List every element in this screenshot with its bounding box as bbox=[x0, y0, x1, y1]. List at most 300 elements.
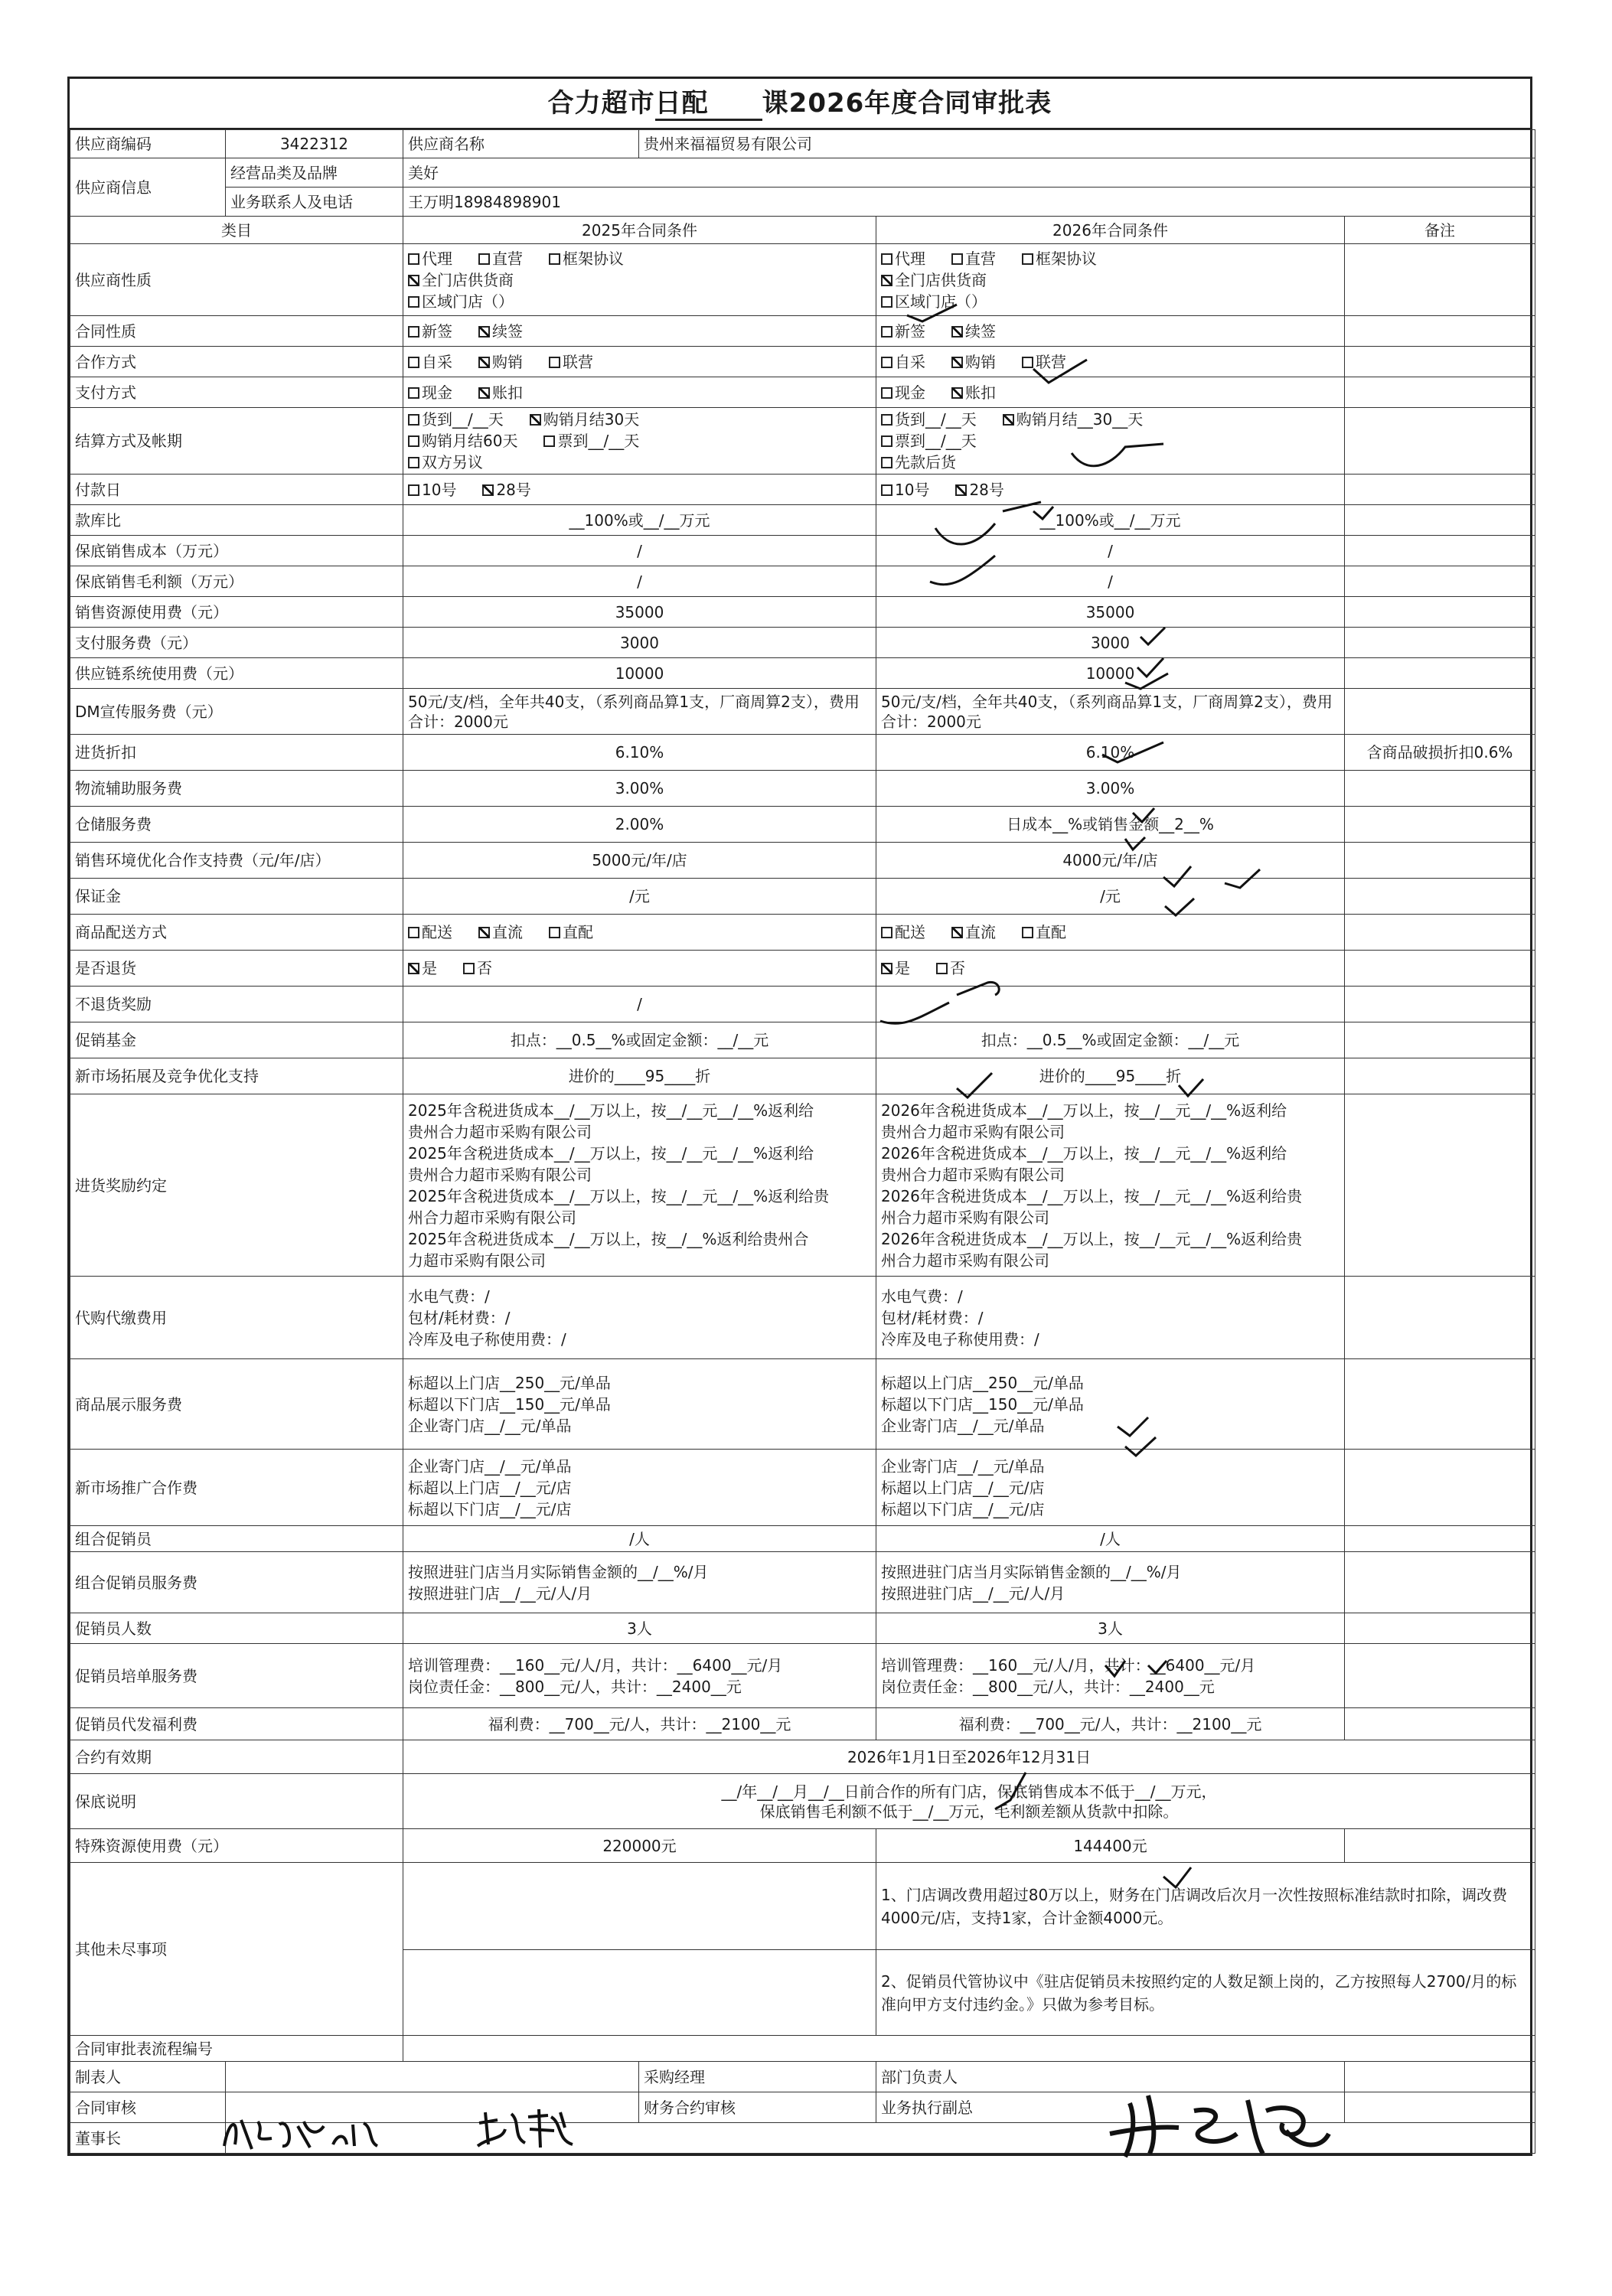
note-supply_chain bbox=[1345, 658, 1535, 689]
cell-combo_staff-2026: /人 bbox=[876, 1526, 1345, 1552]
cell-ad-2025 bbox=[403, 1450, 876, 1526]
cell-welfare-2026: 福利费：__700__元/人，共计：__2100__元 bbox=[876, 1708, 1345, 1740]
checkbox[interactable] bbox=[549, 357, 560, 368]
maker-sign-text bbox=[230, 2068, 325, 2086]
table-row bbox=[70, 2092, 1535, 2123]
checkbox[interactable] bbox=[408, 253, 419, 265]
checkbox[interactable] bbox=[549, 927, 560, 938]
maker-label: 制表人 bbox=[70, 2062, 226, 2092]
checkbox[interactable] bbox=[478, 357, 490, 368]
cell-contract-2025 bbox=[403, 316, 876, 347]
cell-proxy_fee-2025 bbox=[403, 1277, 876, 1359]
dept-head-label: 部门负责人 bbox=[876, 2062, 1345, 2092]
cell-supply_chain-2026: 10000 bbox=[876, 658, 1345, 689]
option-settle-y2025-0-0[interactable]: 货到__/__天 bbox=[408, 410, 504, 429]
other-note-2: 2、促销员代管协议中《驻店促销员未按照约定的人数足额上岗的，乙方按照每人2700/月的标准向甲方支付违约金。》只做为参考目标。 bbox=[876, 1950, 1535, 2036]
checkbox[interactable] bbox=[881, 296, 892, 308]
option-settle-y2025-2-0[interactable]: 双方另议 bbox=[408, 453, 483, 471]
table-row bbox=[70, 130, 1535, 158]
checkbox[interactable] bbox=[881, 275, 892, 286]
cell-display-2026 bbox=[876, 1359, 1345, 1450]
note-delivery bbox=[1345, 915, 1535, 951]
row-label-settle: 结算方式及帐期 bbox=[70, 408, 403, 475]
cell-payday-2025 bbox=[403, 475, 876, 505]
option-nature-y2026-0-2[interactable]: 框架协议 bbox=[1022, 249, 1097, 268]
cell-combo_fee-2026 bbox=[876, 1552, 1345, 1613]
dept-head-sign-text bbox=[1349, 2068, 1380, 2086]
cell-ad-2026 bbox=[876, 1450, 1345, 1526]
table-row bbox=[70, 505, 1535, 536]
other-2025-2 bbox=[403, 1950, 876, 2036]
checkbox[interactable] bbox=[1003, 414, 1014, 426]
row-label-noreturn: 不退货奖励 bbox=[70, 987, 403, 1022]
checkbox[interactable] bbox=[408, 275, 419, 286]
text-line: 水电气费：/ bbox=[408, 1287, 490, 1306]
cell-min_cost-2026: / bbox=[876, 536, 1345, 566]
table-row bbox=[70, 1708, 1535, 1740]
checkbox[interactable] bbox=[936, 963, 948, 974]
table-row bbox=[70, 2062, 1535, 2092]
cell-sales_res-2025: 35000 bbox=[403, 597, 876, 628]
row-label-deposit: 保证金 bbox=[70, 879, 403, 915]
review-sign-area bbox=[226, 2092, 639, 2123]
option-settle-y2025-1-0[interactable]: 购销月结60天 bbox=[408, 432, 517, 450]
note-sales_res bbox=[1345, 597, 1535, 628]
option-nature-y2025-0-2[interactable]: 框架协议 bbox=[549, 249, 624, 268]
note-ratio bbox=[1345, 505, 1535, 536]
finance-label: 财务合约审核 bbox=[639, 2092, 876, 2123]
checkbox[interactable] bbox=[951, 357, 963, 368]
cell-rebate-2025 bbox=[403, 1094, 876, 1277]
option-pay-y2026-0-0[interactable]: 现金 bbox=[881, 383, 925, 402]
note-proxy_fee bbox=[1345, 1277, 1535, 1359]
checkbox[interactable] bbox=[408, 414, 419, 426]
table-row bbox=[70, 771, 1535, 807]
row-label-combo_staff: 组合促销员 bbox=[70, 1526, 403, 1552]
table-row bbox=[70, 1829, 1535, 1863]
checkbox[interactable] bbox=[881, 253, 892, 265]
cell-training-2025 bbox=[403, 1644, 876, 1708]
row-label-ratio: 款库比 bbox=[70, 505, 403, 536]
supplier-code: 3422312 bbox=[226, 130, 403, 158]
checkbox[interactable] bbox=[881, 484, 892, 496]
checkbox[interactable] bbox=[478, 326, 490, 338]
row-label-guarantee: 保底说明 bbox=[70, 1774, 403, 1829]
table-row bbox=[70, 347, 1535, 377]
option-contract-y2026-0-1[interactable]: 续签 bbox=[951, 322, 996, 341]
option-nature-y2026-2-0[interactable]: 区域门店（） bbox=[881, 292, 987, 311]
note-payday bbox=[1345, 475, 1535, 505]
note-storage bbox=[1345, 807, 1535, 843]
table-row bbox=[70, 951, 1535, 987]
option-coop-y2025-0-2[interactable]: 联营 bbox=[549, 353, 593, 371]
cell-logistics-2025: 3.00% bbox=[403, 771, 876, 807]
text-line: 2025年含税进货成本__/__万以上，按__/__元__/__%返利给 bbox=[408, 1143, 814, 1163]
purchase-mgr-cell bbox=[639, 2062, 876, 2092]
note-training bbox=[1345, 1644, 1535, 1708]
text-line: 岗位责任金：__800__元/人，共计：__2400__元 bbox=[408, 1677, 742, 1696]
text-line: 标超以上门店__250__元/单品 bbox=[881, 1373, 1084, 1392]
row-label-pay: 支付方式 bbox=[70, 377, 403, 408]
checkbox[interactable] bbox=[408, 357, 419, 368]
checkbox[interactable] bbox=[881, 414, 892, 426]
header-2025: 2025年合同条件 bbox=[403, 217, 876, 244]
row-label-payday: 付款日 bbox=[70, 475, 403, 505]
cell-proxy_fee-2026 bbox=[876, 1277, 1345, 1359]
supplier-name: 贵州来福福贸易有限公司 bbox=[639, 130, 1535, 158]
text-line: 标超以下门店__/__元/店 bbox=[408, 1499, 572, 1518]
option-payday-y2025-0-1[interactable]: 28号 bbox=[482, 481, 530, 499]
option-pay-y2025-0-1[interactable]: 账扣 bbox=[478, 383, 523, 402]
row-label-logistics: 物流辅助服务费 bbox=[70, 771, 403, 807]
cell-coop-2025 bbox=[403, 347, 876, 377]
cell-sales_res-2026: 35000 bbox=[876, 597, 1345, 628]
text-line: 水电气费：/ bbox=[881, 1287, 963, 1306]
cell-env-2026: 4000元/年/店 bbox=[876, 843, 1345, 879]
row-label-delivery: 商品配送方式 bbox=[70, 915, 403, 951]
checkbox[interactable] bbox=[463, 963, 475, 974]
text-line: 培训管理费：__160__元/人/月，共计：__6400__元/月 bbox=[881, 1655, 1256, 1675]
supplier-code-label: 供应商编码 bbox=[70, 130, 226, 158]
checkbox[interactable] bbox=[1022, 253, 1033, 265]
review-label: 合同审核 bbox=[70, 2092, 226, 2123]
row-label-display: 商品展示服务费 bbox=[70, 1359, 403, 1450]
table-row bbox=[70, 735, 1535, 771]
option-contract-y2026-0-0[interactable]: 新签 bbox=[881, 322, 925, 341]
note-contract bbox=[1345, 316, 1535, 347]
table-row bbox=[70, 628, 1535, 658]
option-payday-y2025-0-0[interactable]: 10号 bbox=[408, 481, 456, 499]
checkbox[interactable] bbox=[1022, 927, 1033, 938]
chairman-label: 董事长 bbox=[70, 2123, 226, 2154]
cell-contract-2026 bbox=[876, 316, 1345, 347]
row-label-promo_fund: 促销基金 bbox=[70, 1022, 403, 1058]
option-pay-y2025-0-0[interactable]: 现金 bbox=[408, 383, 452, 402]
text-line: 州合力超市采购有限公司 bbox=[881, 1251, 1049, 1270]
checkbox[interactable] bbox=[530, 414, 541, 426]
checkbox[interactable] bbox=[408, 296, 419, 308]
option-coop-y2025-0-1[interactable]: 购销 bbox=[478, 353, 523, 371]
cell-min_margin-2026: / bbox=[876, 566, 1345, 597]
cell-pay_service-2026: 3000 bbox=[876, 628, 1345, 658]
dept-head-sign-area bbox=[1345, 2062, 1535, 2092]
note-special bbox=[1345, 1829, 1535, 1863]
table-row bbox=[70, 408, 1535, 475]
cell-new_market-2025: 进价的____95____折 bbox=[403, 1058, 876, 1094]
row-label-staff_count: 促销员人数 bbox=[70, 1613, 403, 1644]
chairman-sign-area bbox=[226, 2123, 1535, 2154]
option-nature-y2026-0-0[interactable]: 代理 bbox=[881, 249, 925, 268]
option-settle-y2026-1-0[interactable]: 票到__/__天 bbox=[881, 432, 977, 450]
note-pay_service bbox=[1345, 628, 1535, 658]
row-label-other: 其他未尽事项 bbox=[70, 1863, 403, 2036]
table-row bbox=[70, 158, 1535, 188]
option-contract-y2025-0-1[interactable]: 续签 bbox=[478, 322, 523, 341]
checkbox[interactable] bbox=[408, 927, 419, 938]
note-min_margin bbox=[1345, 566, 1535, 597]
table-row bbox=[70, 244, 1535, 316]
cell-discount-2025: 6.10% bbox=[403, 735, 876, 771]
cell-storage-2025: 2.00% bbox=[403, 807, 876, 843]
option-delivery-y2026-0-1[interactable]: 直流 bbox=[951, 923, 996, 941]
validity-value: 2026年1月1日至2026年12月31日 bbox=[403, 1740, 1535, 1774]
text-line: 贵州合力超市采购有限公司 bbox=[881, 1122, 1065, 1141]
cell-env-2025: 5000元/年/店 bbox=[403, 843, 876, 879]
row-label-storage: 仓储服务费 bbox=[70, 807, 403, 843]
cell-settle-2026 bbox=[876, 408, 1345, 475]
checkbox[interactable] bbox=[881, 963, 892, 974]
checkbox[interactable] bbox=[408, 326, 419, 338]
table-row bbox=[70, 1022, 1535, 1058]
option-return-y2025-0-1[interactable]: 否 bbox=[463, 959, 492, 977]
checkbox[interactable] bbox=[408, 484, 419, 496]
note-pay bbox=[1345, 377, 1535, 408]
note-env bbox=[1345, 843, 1535, 879]
checkbox[interactable] bbox=[408, 963, 419, 974]
row-label-special: 特殊资源使用费（元） bbox=[70, 1829, 403, 1863]
checkbox[interactable] bbox=[408, 457, 419, 468]
note-nature bbox=[1345, 244, 1535, 316]
text-line: 企业寄门店__/__元/单品 bbox=[881, 1416, 1045, 1435]
cell-combo_fee-2025 bbox=[403, 1552, 876, 1613]
text-line: 州合力超市采购有限公司 bbox=[408, 1208, 576, 1227]
checkbox[interactable] bbox=[881, 387, 892, 399]
checkbox[interactable] bbox=[1022, 357, 1033, 368]
text-line: 州合力超市采购有限公司 bbox=[881, 1208, 1049, 1227]
text-line: 力超市采购有限公司 bbox=[408, 1251, 546, 1270]
row-label-dm: DM宣传服务费（元） bbox=[70, 689, 403, 735]
option-settle-y2025-1-1[interactable]: 票到__/__天 bbox=[543, 432, 639, 450]
text-line: 按照进驻门店__/__元/人/月 bbox=[408, 1583, 592, 1603]
checkbox[interactable] bbox=[408, 387, 419, 399]
title-blank bbox=[709, 88, 762, 121]
cell-nature-2025 bbox=[403, 244, 876, 316]
note-new_market bbox=[1345, 1058, 1535, 1094]
checkbox[interactable] bbox=[881, 326, 892, 338]
option-return-y2026-0-0[interactable]: 是 bbox=[881, 959, 910, 977]
cell-new_market-2026: 进价的____95____折 bbox=[876, 1058, 1345, 1094]
checkbox[interactable] bbox=[478, 253, 490, 265]
row-label-min_cost: 保底销售成本（万元） bbox=[70, 536, 403, 566]
table-row bbox=[70, 377, 1535, 408]
table-row bbox=[70, 1774, 1535, 1829]
header-2026: 2026年合同条件 bbox=[876, 217, 1345, 244]
checkbox[interactable] bbox=[543, 435, 555, 447]
cell-nature-2026 bbox=[876, 244, 1345, 316]
cell-dm-2026: 50元/支/档，全年共40支，（系列商品算1支，厂商周算2支），费用合计：2000元 bbox=[876, 689, 1345, 735]
guarantee-line-1: __/年__/__月__/__日前合作的所有门店，保底销售成本不低于__/__万元， bbox=[721, 1782, 1217, 1801]
note-deposit bbox=[1345, 879, 1535, 915]
cell-training-2026 bbox=[876, 1644, 1345, 1708]
table-row bbox=[70, 2123, 1535, 2154]
option-payday-y2026-0-0[interactable]: 10号 bbox=[881, 481, 929, 499]
note-settle bbox=[1345, 408, 1535, 475]
approval-table bbox=[70, 129, 1535, 2154]
checkbox[interactable] bbox=[408, 435, 419, 447]
title-prefix: 合力超市 bbox=[547, 88, 655, 119]
row-label-env: 销售环境优化合作支持费（元/年/店） bbox=[70, 843, 403, 879]
cell-delivery-2025 bbox=[403, 915, 876, 951]
title-dept: 日配 bbox=[655, 88, 709, 121]
text-line: 企业寄门店__/__元/单品 bbox=[408, 1416, 572, 1435]
text-line: 培训管理费：__160__元/人/月，共计：__6400__元/月 bbox=[408, 1655, 783, 1675]
option-nature-y2025-2-0[interactable]: 区域门店（） bbox=[408, 292, 514, 311]
cell-combo_staff-2025: /人 bbox=[403, 1526, 876, 1552]
text-line: 标超以上门店__/__元/店 bbox=[881, 1478, 1045, 1497]
cell-coop-2026 bbox=[876, 347, 1345, 377]
form-title bbox=[70, 79, 1530, 129]
option-settle-y2026-0-1[interactable]: 购销月结__30__天 bbox=[1003, 410, 1143, 429]
text-line: 冷库及电子称使用费：/ bbox=[881, 1329, 1039, 1349]
row-label-welfare: 促销员代发福利费 bbox=[70, 1708, 403, 1740]
table-row bbox=[70, 217, 1535, 244]
cell-promo_fund-2025: 扣点：__0.5__%或固定金额：__/__元 bbox=[403, 1022, 876, 1058]
table-row bbox=[70, 915, 1535, 951]
table-row bbox=[70, 316, 1535, 347]
checkbox[interactable] bbox=[955, 484, 967, 496]
cell-pay-2026 bbox=[876, 377, 1345, 408]
maker-sign-area bbox=[226, 2062, 639, 2092]
text-line: 岗位责任金：__800__元/人，共计：__2400__元 bbox=[881, 1677, 1215, 1696]
cell-special-2025: 220000元 bbox=[403, 1829, 876, 1863]
cell-supply_chain-2025: 10000 bbox=[403, 658, 876, 689]
text-line: 标超以下门店__/__元/店 bbox=[881, 1499, 1045, 1518]
supplier-name-label: 供应商名称 bbox=[403, 130, 639, 158]
note-rebate bbox=[1345, 1094, 1535, 1277]
header-note: 备注 bbox=[1345, 217, 1535, 244]
cell-noreturn-2026 bbox=[876, 987, 1345, 1022]
text-line: 冷库及电子称使用费：/ bbox=[408, 1329, 566, 1349]
checkbox[interactable] bbox=[881, 927, 892, 938]
category-value: 美好 bbox=[403, 158, 1535, 188]
checkbox[interactable] bbox=[482, 484, 494, 496]
cell-ratio-2026: __100%或__/__万元 bbox=[876, 505, 1345, 536]
checkbox[interactable] bbox=[951, 927, 963, 938]
row-label-nature: 供应商性质 bbox=[70, 244, 403, 316]
option-delivery-y2025-0-2[interactable]: 直配 bbox=[549, 923, 593, 941]
cell-delivery-2026 bbox=[876, 915, 1345, 951]
option-delivery-y2026-0-0[interactable]: 配送 bbox=[881, 923, 925, 941]
note-noreturn bbox=[1345, 987, 1535, 1022]
cell-storage-2026: 日成本__%或销售金额__2__% bbox=[876, 807, 1345, 843]
option-coop-y2025-0-0[interactable]: 自采 bbox=[408, 353, 452, 371]
note-return bbox=[1345, 951, 1535, 987]
option-pay-y2026-0-1[interactable]: 账扣 bbox=[951, 383, 996, 402]
table-row bbox=[70, 597, 1535, 628]
header-category: 类目 bbox=[70, 217, 403, 244]
text-line: 2026年含税进货成本__/__万以上，按__/__元__/__%返利给 bbox=[881, 1143, 1287, 1163]
option-nature-y2026-1-0[interactable]: 全门店供货商 bbox=[881, 271, 987, 289]
table-row bbox=[70, 2036, 1535, 2062]
title-suffix: 课2026年度合同审批表 bbox=[762, 88, 1052, 119]
text-line: 贵州合力超市采购有限公司 bbox=[408, 1165, 592, 1184]
checkbox[interactable] bbox=[478, 387, 490, 399]
note-promo_fund bbox=[1345, 1022, 1535, 1058]
row-label-coop: 合作方式 bbox=[70, 347, 403, 377]
text-line: 2025年含税进货成本__/__万以上，按__/__%返利给贵州合 bbox=[408, 1229, 809, 1248]
text-line: 2026年含税进货成本__/__万以上，按__/__元__/__%返利给贵 bbox=[881, 1229, 1303, 1248]
table-row bbox=[70, 879, 1535, 915]
checkbox[interactable] bbox=[881, 457, 892, 468]
supplier-info-label: 供应商信息 bbox=[70, 158, 226, 217]
checkbox[interactable] bbox=[951, 253, 963, 265]
table-row bbox=[70, 1552, 1535, 1613]
table-row bbox=[70, 1613, 1535, 1644]
checkbox[interactable] bbox=[478, 927, 490, 938]
row-label-new_market: 新市场拓展及竞争优化支持 bbox=[70, 1058, 403, 1094]
row-label-return: 是否退货 bbox=[70, 951, 403, 987]
option-coop-y2026-0-1[interactable]: 购销 bbox=[951, 353, 996, 371]
cell-payday-2026 bbox=[876, 475, 1345, 505]
cell-staff_count-2026: 3人 bbox=[876, 1613, 1345, 1644]
checkbox[interactable] bbox=[549, 253, 560, 265]
flow-number-value[interactable] bbox=[403, 2036, 1535, 2062]
table-row bbox=[70, 1644, 1535, 1708]
text-line: 按照进驻门店当月实际销售金额的__/__%/月 bbox=[408, 1562, 709, 1581]
text-line: 2025年含税进货成本__/__万以上，按__/__元__/__%返利给贵 bbox=[408, 1186, 830, 1205]
text-line: 标超以下门店__150__元/单品 bbox=[881, 1394, 1084, 1414]
cell-display-2025 bbox=[403, 1359, 876, 1450]
text-line: 2026年含税进货成本__/__万以上，按__/__元__/__%返利给贵 bbox=[881, 1186, 1303, 1205]
checkbox[interactable] bbox=[951, 387, 963, 399]
cell-welfare-2025: 福利费：__700__元/人，共计：__2100__元 bbox=[403, 1708, 876, 1740]
flow-number-label: 合同审批表流程编号 bbox=[70, 2036, 403, 2062]
approval-form bbox=[67, 77, 1532, 2156]
cell-return-2026 bbox=[876, 951, 1345, 987]
other-note-1: 1、门店调改费用超过80万以上，财务在门店调改后次月一次性按照标准结款时扣除，调改费4000元/店，支持1家，合计金额4000元。 bbox=[876, 1863, 1535, 1950]
option-delivery-y2025-0-0[interactable]: 配送 bbox=[408, 923, 452, 941]
option-nature-y2025-1-0[interactable]: 全门店供货商 bbox=[408, 271, 514, 289]
option-settle-y2025-0-1[interactable]: 购销月结30天 bbox=[530, 410, 639, 429]
category-label: 经营品类及品牌 bbox=[226, 158, 403, 188]
row-label-rebate: 进货奖励约定 bbox=[70, 1094, 403, 1277]
option-return-y2026-0-1[interactable]: 否 bbox=[936, 959, 965, 977]
table-row bbox=[70, 1740, 1535, 1774]
text-line: 贵州合力超市采购有限公司 bbox=[408, 1122, 592, 1141]
option-delivery-y2025-0-1[interactable]: 直流 bbox=[478, 923, 523, 941]
option-contract-y2025-0-0[interactable]: 新签 bbox=[408, 322, 452, 341]
option-coop-y2026-0-0[interactable]: 自采 bbox=[881, 353, 925, 371]
option-nature-y2026-0-1[interactable]: 直营 bbox=[951, 249, 996, 268]
row-label-supply_chain: 供应链系统使用费（元） bbox=[70, 658, 403, 689]
checkbox[interactable] bbox=[881, 357, 892, 368]
checkbox[interactable] bbox=[951, 326, 963, 338]
checkbox[interactable] bbox=[881, 435, 892, 447]
table-row bbox=[70, 1526, 1535, 1552]
row-label-sales_res: 销售资源使用费（元） bbox=[70, 597, 403, 628]
cell-deposit-2025: /元 bbox=[403, 879, 876, 915]
table-row bbox=[70, 689, 1535, 735]
cell-deposit-2026: /元 bbox=[876, 879, 1345, 915]
note-ad bbox=[1345, 1450, 1535, 1526]
note-coop bbox=[1345, 347, 1535, 377]
option-settle-y2026-2-0[interactable]: 先款后货 bbox=[881, 453, 956, 471]
option-nature-y2025-0-0[interactable]: 代理 bbox=[408, 249, 452, 268]
text-line: 2026年含税进货成本__/__万以上，按__/__元__/__%返利给 bbox=[881, 1101, 1287, 1120]
text-line: 包材/耗材费：/ bbox=[881, 1308, 984, 1327]
option-coop-y2026-0-2[interactable]: 联营 bbox=[1022, 353, 1066, 371]
option-nature-y2025-0-1[interactable]: 直营 bbox=[478, 249, 523, 268]
option-settle-y2026-0-0[interactable]: 货到__/__天 bbox=[881, 410, 977, 429]
option-delivery-y2026-0-2[interactable]: 直配 bbox=[1022, 923, 1066, 941]
exec-label: 业务执行副总 bbox=[876, 2092, 1345, 2123]
guarantee-value bbox=[403, 1774, 1535, 1829]
option-return-y2025-0-0[interactable]: 是 bbox=[408, 959, 437, 977]
option-payday-y2026-0-1[interactable]: 28号 bbox=[955, 481, 1003, 499]
contact-label: 业务联系人及电话 bbox=[226, 188, 403, 217]
table-row bbox=[70, 1094, 1535, 1277]
note-staff_count bbox=[1345, 1613, 1535, 1644]
